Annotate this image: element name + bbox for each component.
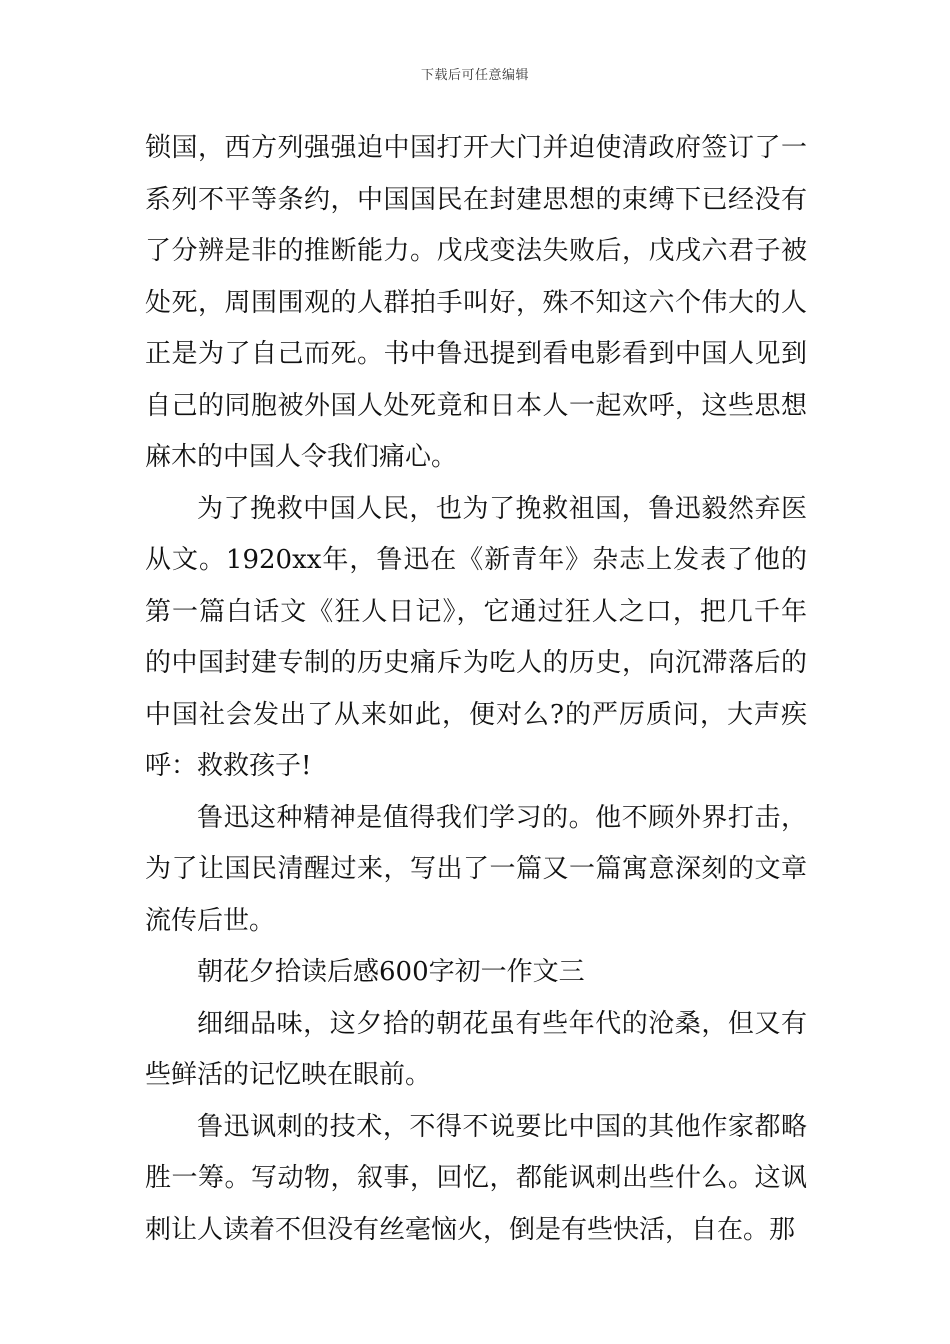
paragraph-3: 鲁迅这种精神是值得我们学习的。他不顾外界打击，为了让国民清醒过来，写出了一篇又一篇寓意深刻的文章流传后世。 <box>145 802 807 936</box>
page-header: 下载后可任意编辑 <box>420 68 529 83</box>
paragraph-1: 锁国，西方列强强迫中国打开大门并迫使清政府签订了一系列不平等条约，中国国民在封建思想的束缚下已经没有了分辨是非的推断能力。戊戌变法失败后，戊戌六君子被处死，周围围观的人群拍手叫好，殊不知这六个伟大的人正是为了自己而死。书中鲁迅提到看电影看到中国人见到自己的同胞被外国人处死竟和日本人一起欢呼，这些思想麻木的中国人令我们痛心。 <box>145 133 807 472</box>
paragraph-4: 细细品味，这夕拾的朝花虽有些年代的沧桑，但又有些鲜活的记忆映在眼前。 <box>145 1008 807 1090</box>
section-heading: 朝花夕拾读后感600字初一作文三 <box>197 957 585 987</box>
document-body <box>145 123 807 1256</box>
paragraph-5: 鲁迅讽刺的技术，不得不说要比中国的其他作家都略胜一筹。写动物，叙事，回忆，都能讽刺出些什么。这讽刺让人读着不但没有丝毫恼火，倒是有些快活，自在。那 <box>145 1111 807 1245</box>
paragraph-2: 为了挽救中国人民，也为了挽救祖国，鲁迅毅然弃医从文。1920xx年，鲁迅在《新青年》杂志上发表了他的第一篇白话文《狂人日记》，它通过狂人之口，把几千年的中国封建专制的历史痛斥为吃人的历史，向沉滞落后的中国社会发出了从来如此，便对么?的严厉质问，大声疾呼：救救孩子! <box>145 493 807 781</box>
